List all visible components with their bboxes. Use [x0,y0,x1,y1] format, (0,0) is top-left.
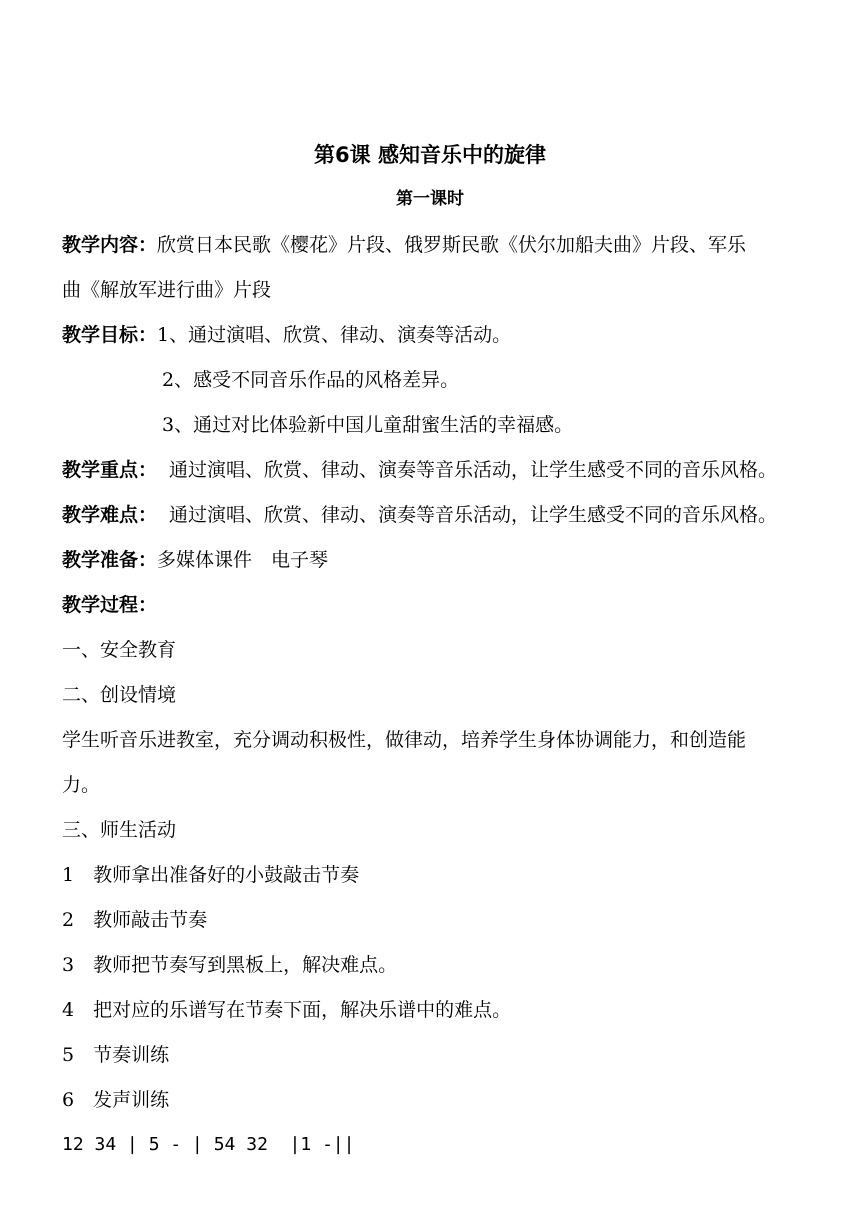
step-item: 2 教师敲击节奏 [62,909,208,931]
teaching-goals-line1 [62,323,802,347]
preparation-line [62,548,802,572]
difficulties-text: 通过演唱、欣赏、律动、演奏等音乐活动，让学生感受不同的音乐风格。 [169,504,778,526]
situation-text-line1: 学生听音乐进教室，充分调动积极性，做律动，培养学生身体协调能力，和创造能 [62,729,747,751]
step-item: 3 教师把节奏写到黑板上，解决难点。 [62,954,398,976]
teaching-content-label: 教学内容： [62,234,158,256]
teaching-goal-item: 2、感受不同音乐作品的风格差异。 [162,369,460,391]
key-points-line [62,458,802,482]
teaching-goals-label: 教学目标： [62,324,158,346]
teaching-content-text: 欣赏日本民歌《樱花》片段、俄罗斯民歌《伏尔加船夫曲》片段、军乐 [157,234,747,256]
section-heading: 一、安全教育 [62,639,177,661]
step-item: 5 节奏训练 [62,1044,170,1066]
section-heading: 二、创设情境 [62,684,177,706]
step-item: 4 把对应的乐谱写在节奏下面，解决乐谱中的难点。 [62,999,512,1021]
document-subtitle: 第一课时 [396,189,464,209]
document-title: 第6课 感知音乐中的旋律 [314,143,546,167]
process-label: 教学过程： [62,594,158,616]
music-notation: 12 34 ∣ 5 - ∣ 54 32 ∣1 -∣∣ [62,1134,355,1155]
situation-text-line2: 力。 [62,774,101,796]
preparation-text: 多媒体课件 电子琴 [157,549,329,571]
teaching-goal-item: 3、通过对比体验新中国儿童甜蜜生活的幸福感。 [162,414,574,436]
teaching-content-line1 [62,233,802,257]
key-points-label: 教学重点： [62,459,158,481]
preparation-label: 教学准备： [62,549,158,571]
teaching-content-line2: 曲《解放军进行曲》片段 [62,279,272,301]
step-item: 1 教师拿出准备好的小鼓敲击节奏 [62,864,360,886]
difficulties-label: 教学难点： [62,504,158,526]
teaching-goal-item: 1、通过演唱、欣赏、律动、演奏等活动。 [157,324,512,346]
section-heading: 三、师生活动 [62,819,177,841]
difficulties-line [62,503,802,527]
step-item: 6 发声训练 [62,1089,170,1111]
key-points-text: 通过演唱、欣赏、律动、演奏等音乐活动，让学生感受不同的音乐风格。 [169,459,778,481]
